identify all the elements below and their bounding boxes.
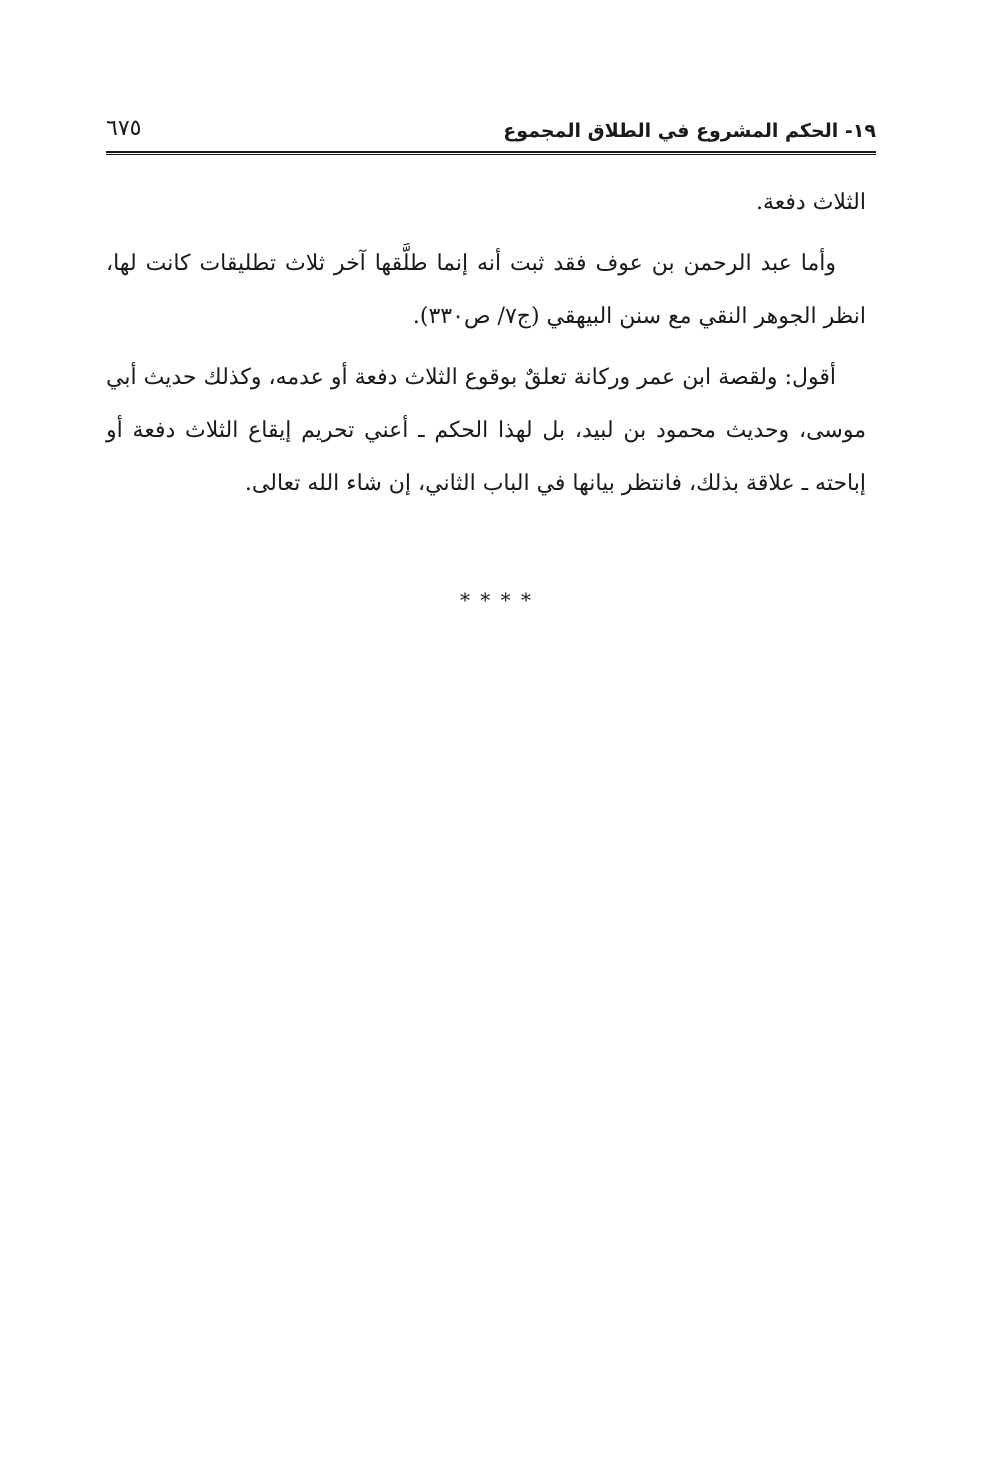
section-separator: * * * * <box>459 588 534 612</box>
chapter-title: ١٩- الحكم المشروع في الطلاق المجموع <box>503 120 876 142</box>
paragraph-3: أقول: ولقصة ابن عمر وركانة تعلقٌ بوقوع الثلاث دفعة أو عدمه، وكذلك حديث أبي موسى، وحديث محمود بن لبيد، بل لهذا الحكم ـ أعني تحريم إيقاع الثلاث دفعة أو إباحته ـ علاقة بذلك، فانتظر بيانها في الباب الثاني، إن شاء الله تعالى. <box>106 365 866 496</box>
header-divider <box>106 151 876 155</box>
running-header <box>106 114 876 154</box>
body-text <box>106 176 866 510</box>
paragraph-2: وأما عبد الرحمن بن عوف فقد ثبت أنه إنما طلَّقها آخر ثلاث تطليقات كانت لها، انظر الجوهر النقي مع سنن البيهقي (ج٧/ ص٣٣٠). <box>106 251 866 329</box>
paragraph-1: الثلاث دفعة. <box>756 190 866 215</box>
page-number: ٦٧٥ <box>106 116 142 141</box>
